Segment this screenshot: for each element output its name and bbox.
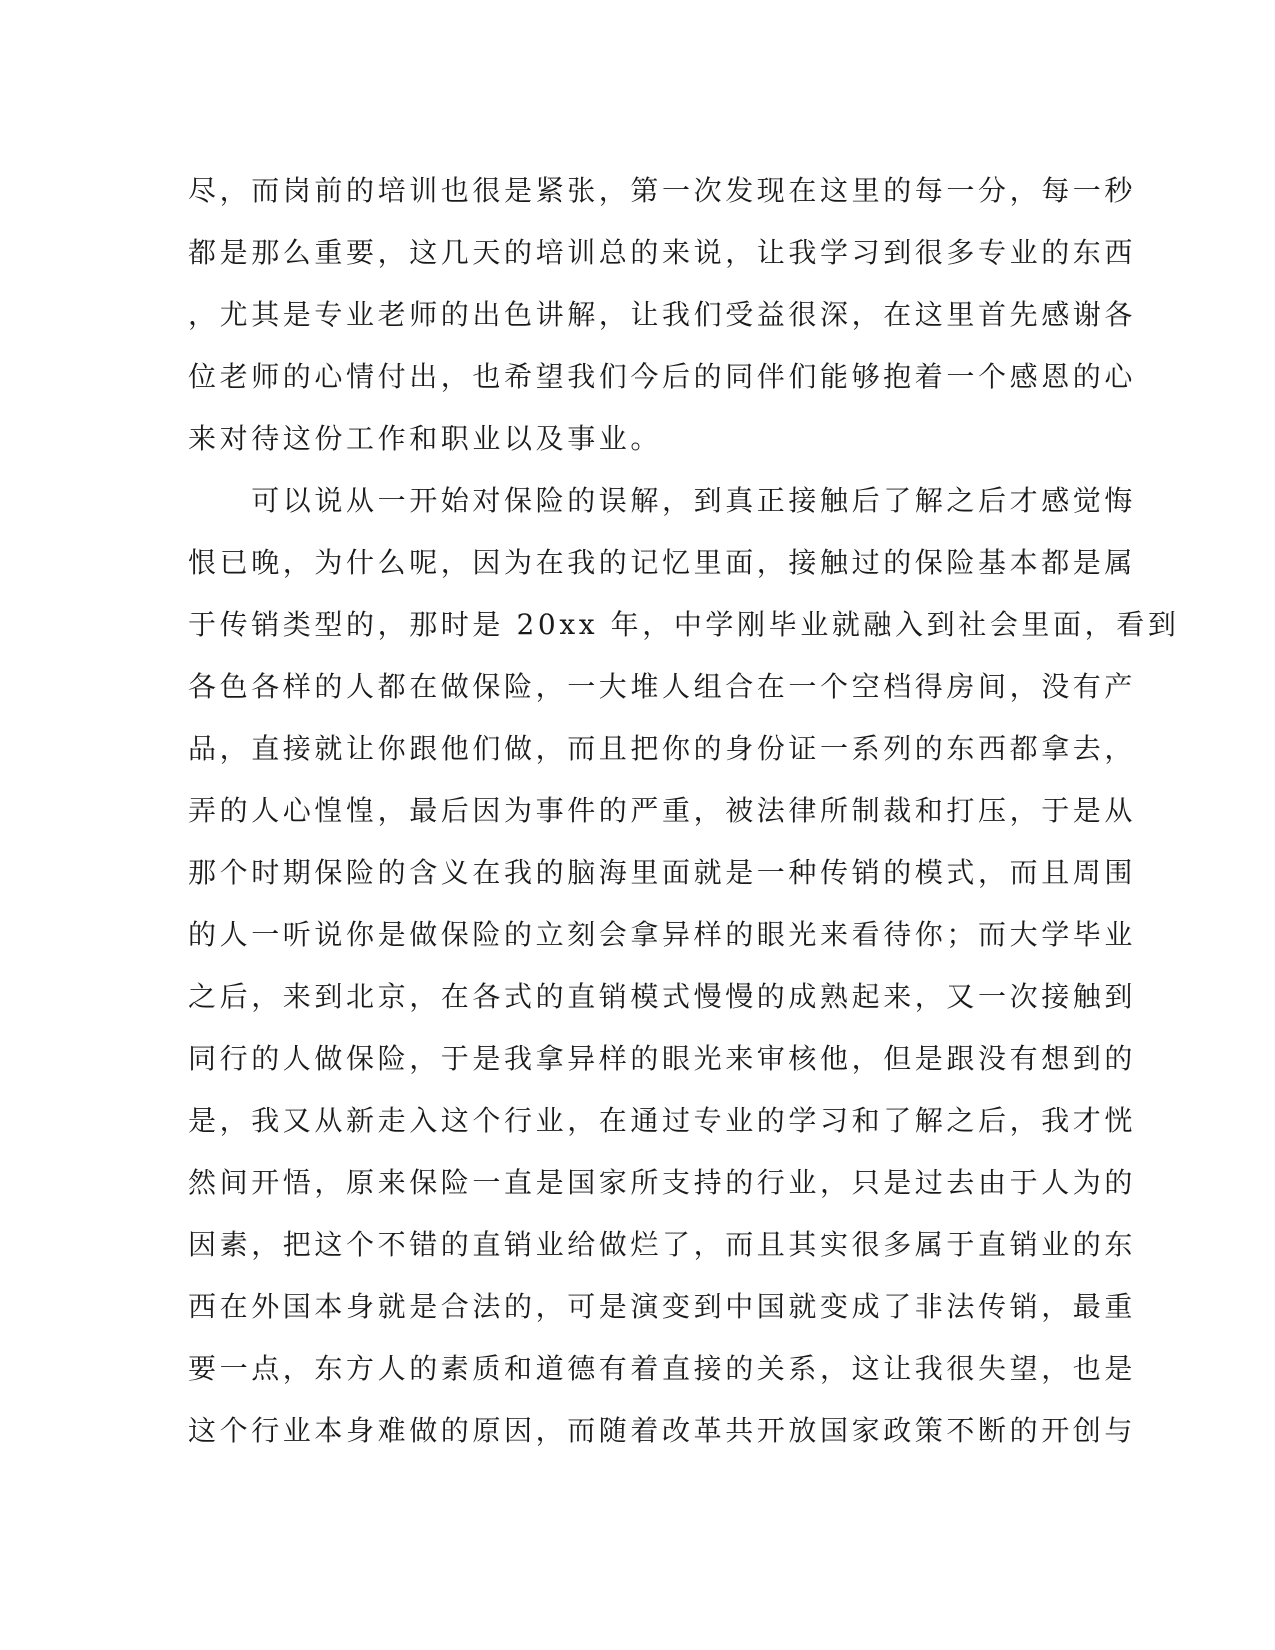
text-line: 弄的人心惶惶，最后因为事件的严重，被法律所制裁和打压，于是从 (188, 794, 1137, 827)
text-line: 然间开悟，原来保险一直是国家所支持的行业，只是过去由于人为的 (188, 1166, 1137, 1199)
text-line: 恨已晚，为什么呢，因为在我的记忆里面，接触过的保险基本都是属 (188, 546, 1137, 579)
text-line: 是，我又从新走入这个行业，在通过专业的学习和了解之后，我才恍 (188, 1104, 1137, 1137)
text-line: 来对待这份工作和职业以及事业。 (188, 422, 663, 455)
text-line: 位老师的心情付出，也希望我们今后的同伴们能够抱着一个感恩的心 (188, 360, 1137, 393)
text-line: 各色各样的人都在做保险，一大堆人组合在一个空档得房间，没有产 (188, 670, 1137, 703)
paragraph-2 (188, 470, 1180, 1462)
text-line: 那个时期保险的含义在我的脑海里面就是一种传销的模式，而且周围 (188, 856, 1137, 889)
text-line: 这个行业本身难做的原因，而随着改革共开放国家政策不断的开创与 (188, 1414, 1137, 1447)
text-line: 尽，而岗前的培训也很是紧张，第一次发现在这里的每一分，每一秒 (188, 174, 1137, 207)
document-body (188, 160, 1180, 1462)
text-line: 品，直接就让你跟他们做，而且把你的身份证一系列的东西都拿去， (188, 732, 1137, 765)
text-line: 西在外国本身就是合法的，可是演变到中国就变成了非法传销，最重 (188, 1290, 1137, 1323)
text-line: 于传销类型的，那时是 20xx 年，中学刚毕业就融入到社会里面，看到 (188, 608, 1180, 641)
paragraph-1 (188, 160, 1137, 470)
text-line: 之后，来到北京，在各式的直销模式慢慢的成熟起来，又一次接触到 (188, 980, 1137, 1013)
text-line: 同行的人做保险，于是我拿异样的眼光来审核他，但是跟没有想到的 (188, 1042, 1137, 1075)
text-line: 因素，把这个不错的直销业给做烂了，而且其实很多属于直销业的东 (188, 1228, 1137, 1261)
text-line: ，尤其是专业老师的出色讲解，让我们受益很深，在这里首先感谢各 (188, 298, 1137, 331)
text-line: 要一点，东方人的素质和道德有着直接的关系，这让我很失望，也是 (188, 1352, 1137, 1385)
text-line: 可以说从一开始对保险的误解，到真正接触后了解之后才感觉悔 (188, 484, 1137, 517)
text-line: 的人一听说你是做保险的立刻会拿异样的眼光来看待你；而大学毕业 (188, 918, 1137, 951)
text-line: 都是那么重要，这几天的培训总的来说，让我学习到很多专业的东西 (188, 236, 1137, 269)
